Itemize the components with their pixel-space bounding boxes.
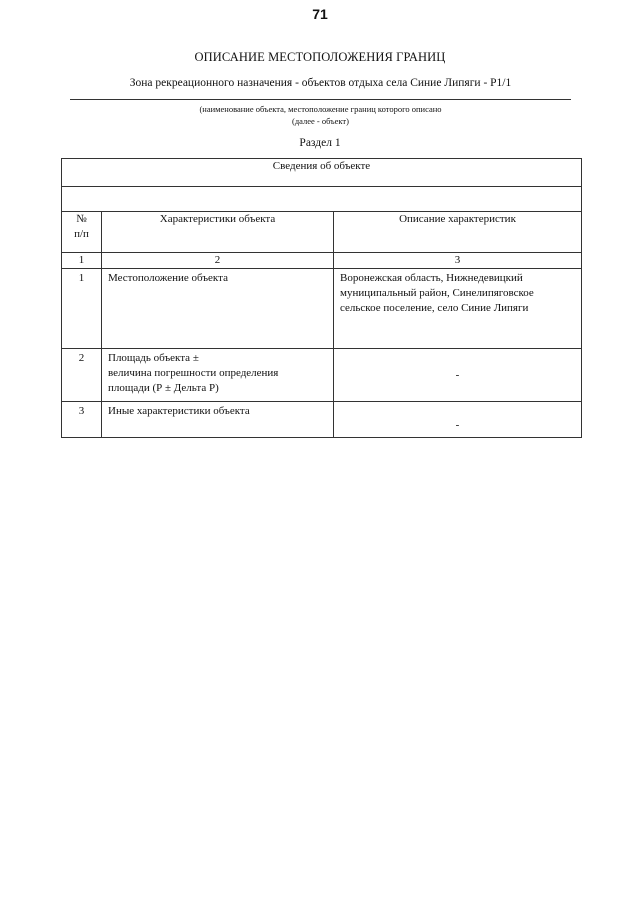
column-header-number — [62, 212, 102, 253]
row-characteristic — [102, 269, 334, 349]
section-title: Раздел 1 — [299, 137, 341, 149]
table-blank-row — [62, 187, 582, 212]
characteristic-line: величина погрешности определения — [108, 367, 279, 379]
characteristic-line: Площадь объекта ± — [108, 352, 199, 364]
row-description: - — [334, 349, 582, 402]
table-header-row — [62, 159, 582, 187]
row-characteristic — [102, 349, 334, 402]
index-cell: 3 — [334, 253, 582, 269]
table-header: Сведения об объекте — [62, 159, 582, 187]
row-number: 1 — [62, 269, 102, 349]
description-line: Воронежская область, Нижнедевицкий — [340, 272, 523, 284]
object-name: Зона рекреационного назначения - объектов отдыха села Синие Липяги - Р1/1 — [129, 77, 512, 89]
page-number: 71 — [312, 6, 328, 22]
table-row — [62, 349, 582, 402]
table-column-headers — [62, 212, 582, 253]
column-header-number-line-1: № — [76, 213, 87, 225]
index-cell: 2 — [102, 253, 334, 269]
column-header-number-line-2: п/п — [74, 228, 89, 240]
object-name-caption — [70, 103, 571, 127]
table-row — [62, 402, 582, 438]
description-line: сельское поселение, село Синие Липяги — [340, 302, 529, 314]
table-blank-cell — [62, 187, 582, 212]
characteristic-line: Иные характеристики объекта — [108, 405, 250, 417]
row-number: 3 — [62, 402, 102, 438]
description-line: муниципальный район, Синелипяговское — [340, 287, 534, 299]
table-row — [62, 269, 582, 349]
characteristic-line: Местоположение объекта — [108, 272, 228, 284]
index-cell: 1 — [62, 253, 102, 269]
caption-line-1: (наименование объекта, местоположение границ которого описано — [199, 104, 442, 114]
row-description: - — [334, 402, 582, 438]
column-header-description: Описание характеристик — [334, 212, 582, 253]
row-characteristic — [102, 402, 334, 438]
table-index-row — [62, 253, 582, 269]
characteristic-line: площади (Р ± Дельта Р) — [108, 382, 219, 394]
row-number: 2 — [62, 349, 102, 402]
object-info-table — [61, 158, 582, 438]
column-header-characteristics: Характеристики объекта — [102, 212, 334, 253]
row-description — [334, 269, 582, 349]
object-name-underline — [70, 99, 571, 100]
document-title: ОПИСАНИЕ МЕСТОПОЛОЖЕНИЯ ГРАНИЦ — [194, 50, 446, 64]
caption-line-2: (далее - объект) — [292, 116, 349, 126]
